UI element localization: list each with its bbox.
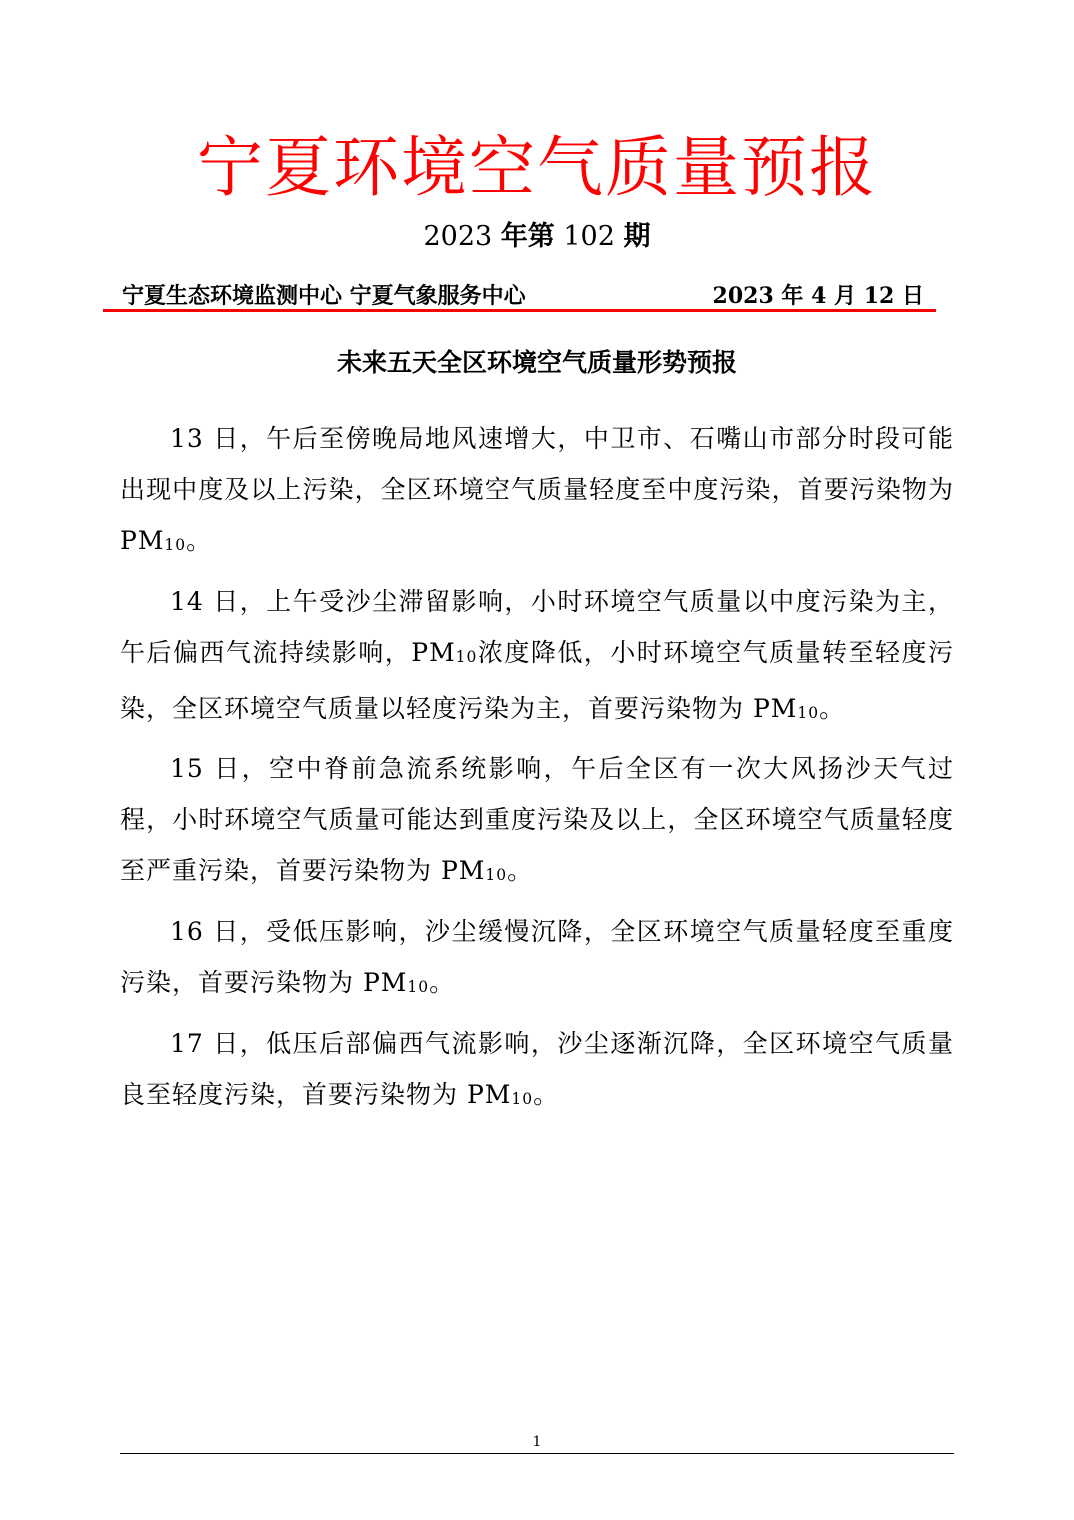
subscript-text: 10 [407,977,430,996]
subscript-text: 10 [455,647,478,666]
paragraph-text: 17 日，低压后部偏西气流影响，沙尘逐渐沉降，全区环境空气质量良至轻度污染，首要污染物为 PM [120,1028,954,1109]
header-red-rule [103,309,936,312]
article-body [120,413,954,1130]
paragraph-text: 16 日，受低压影响，沙尘缓慢沉降，全区环境空气质量轻度至重度污染，首要污染物为 PM [120,917,954,998]
issue-date: 2023 年 4 月 12 日 [712,283,924,309]
issue-year: 2023 [423,221,493,252]
footer-rule [120,1453,954,1454]
paragraph-text: 浓度降低，小时环境空气质量转至轻度污染，全区环境空气质量以轻度污染为主，首要污染物为 PM [120,637,954,723]
paragraph-text: 。 [186,526,213,555]
subscript-text: 10 [797,703,820,722]
subscript-text: 10 [485,866,508,885]
article-title: 未来五天全区环境空气质量形势预报 [336,348,737,377]
paragraph-text: 14 日，上午受沙尘滞留影响，小时环境空气质量以中度污染为主，午后偏西气流持续影响，PM [120,586,954,667]
paragraph-text: 。 [507,856,534,886]
paragraph-text: 。 [533,1079,560,1109]
forecast-paragraph [120,1018,954,1125]
issue-num: 102 [563,221,615,252]
page-number: 1 [532,1434,542,1450]
subscript-text: 10 [511,1089,534,1108]
issue-year-unit: 年第 [500,221,555,252]
masthead-title: 宁夏环境空气质量预报 [197,129,877,206]
forecast-paragraph [120,906,954,1013]
forecast-paragraph [120,743,954,901]
paragraph-text: 15 日，空中脊前急流系统影响，午后全区有一次大风扬沙天气过程，小时环境空气质量可能达到重度污染及以上，全区环境空气质量轻度至严重污染，首要污染物为 PM [120,754,954,886]
paragraph-text: 。 [819,693,846,723]
forecast-paragraph [120,576,954,739]
subscript-text: 10 [164,535,187,554]
forecast-paragraph [120,413,954,571]
issue-number [0,218,1074,256]
paragraph-text: 。 [429,968,456,998]
paragraph-text: 13 日，午后至傍晚局地风速增大，中卫市、石嘴山市部分时段可能出现中度及以上污染，全区环境空气质量轻度至中度污染，首要污染物为 PM [120,424,954,555]
issuing-organizations: 宁夏生态环境监测中心 宁夏气象服务中心 [122,283,526,309]
issue-num-unit: 期 [623,221,651,252]
